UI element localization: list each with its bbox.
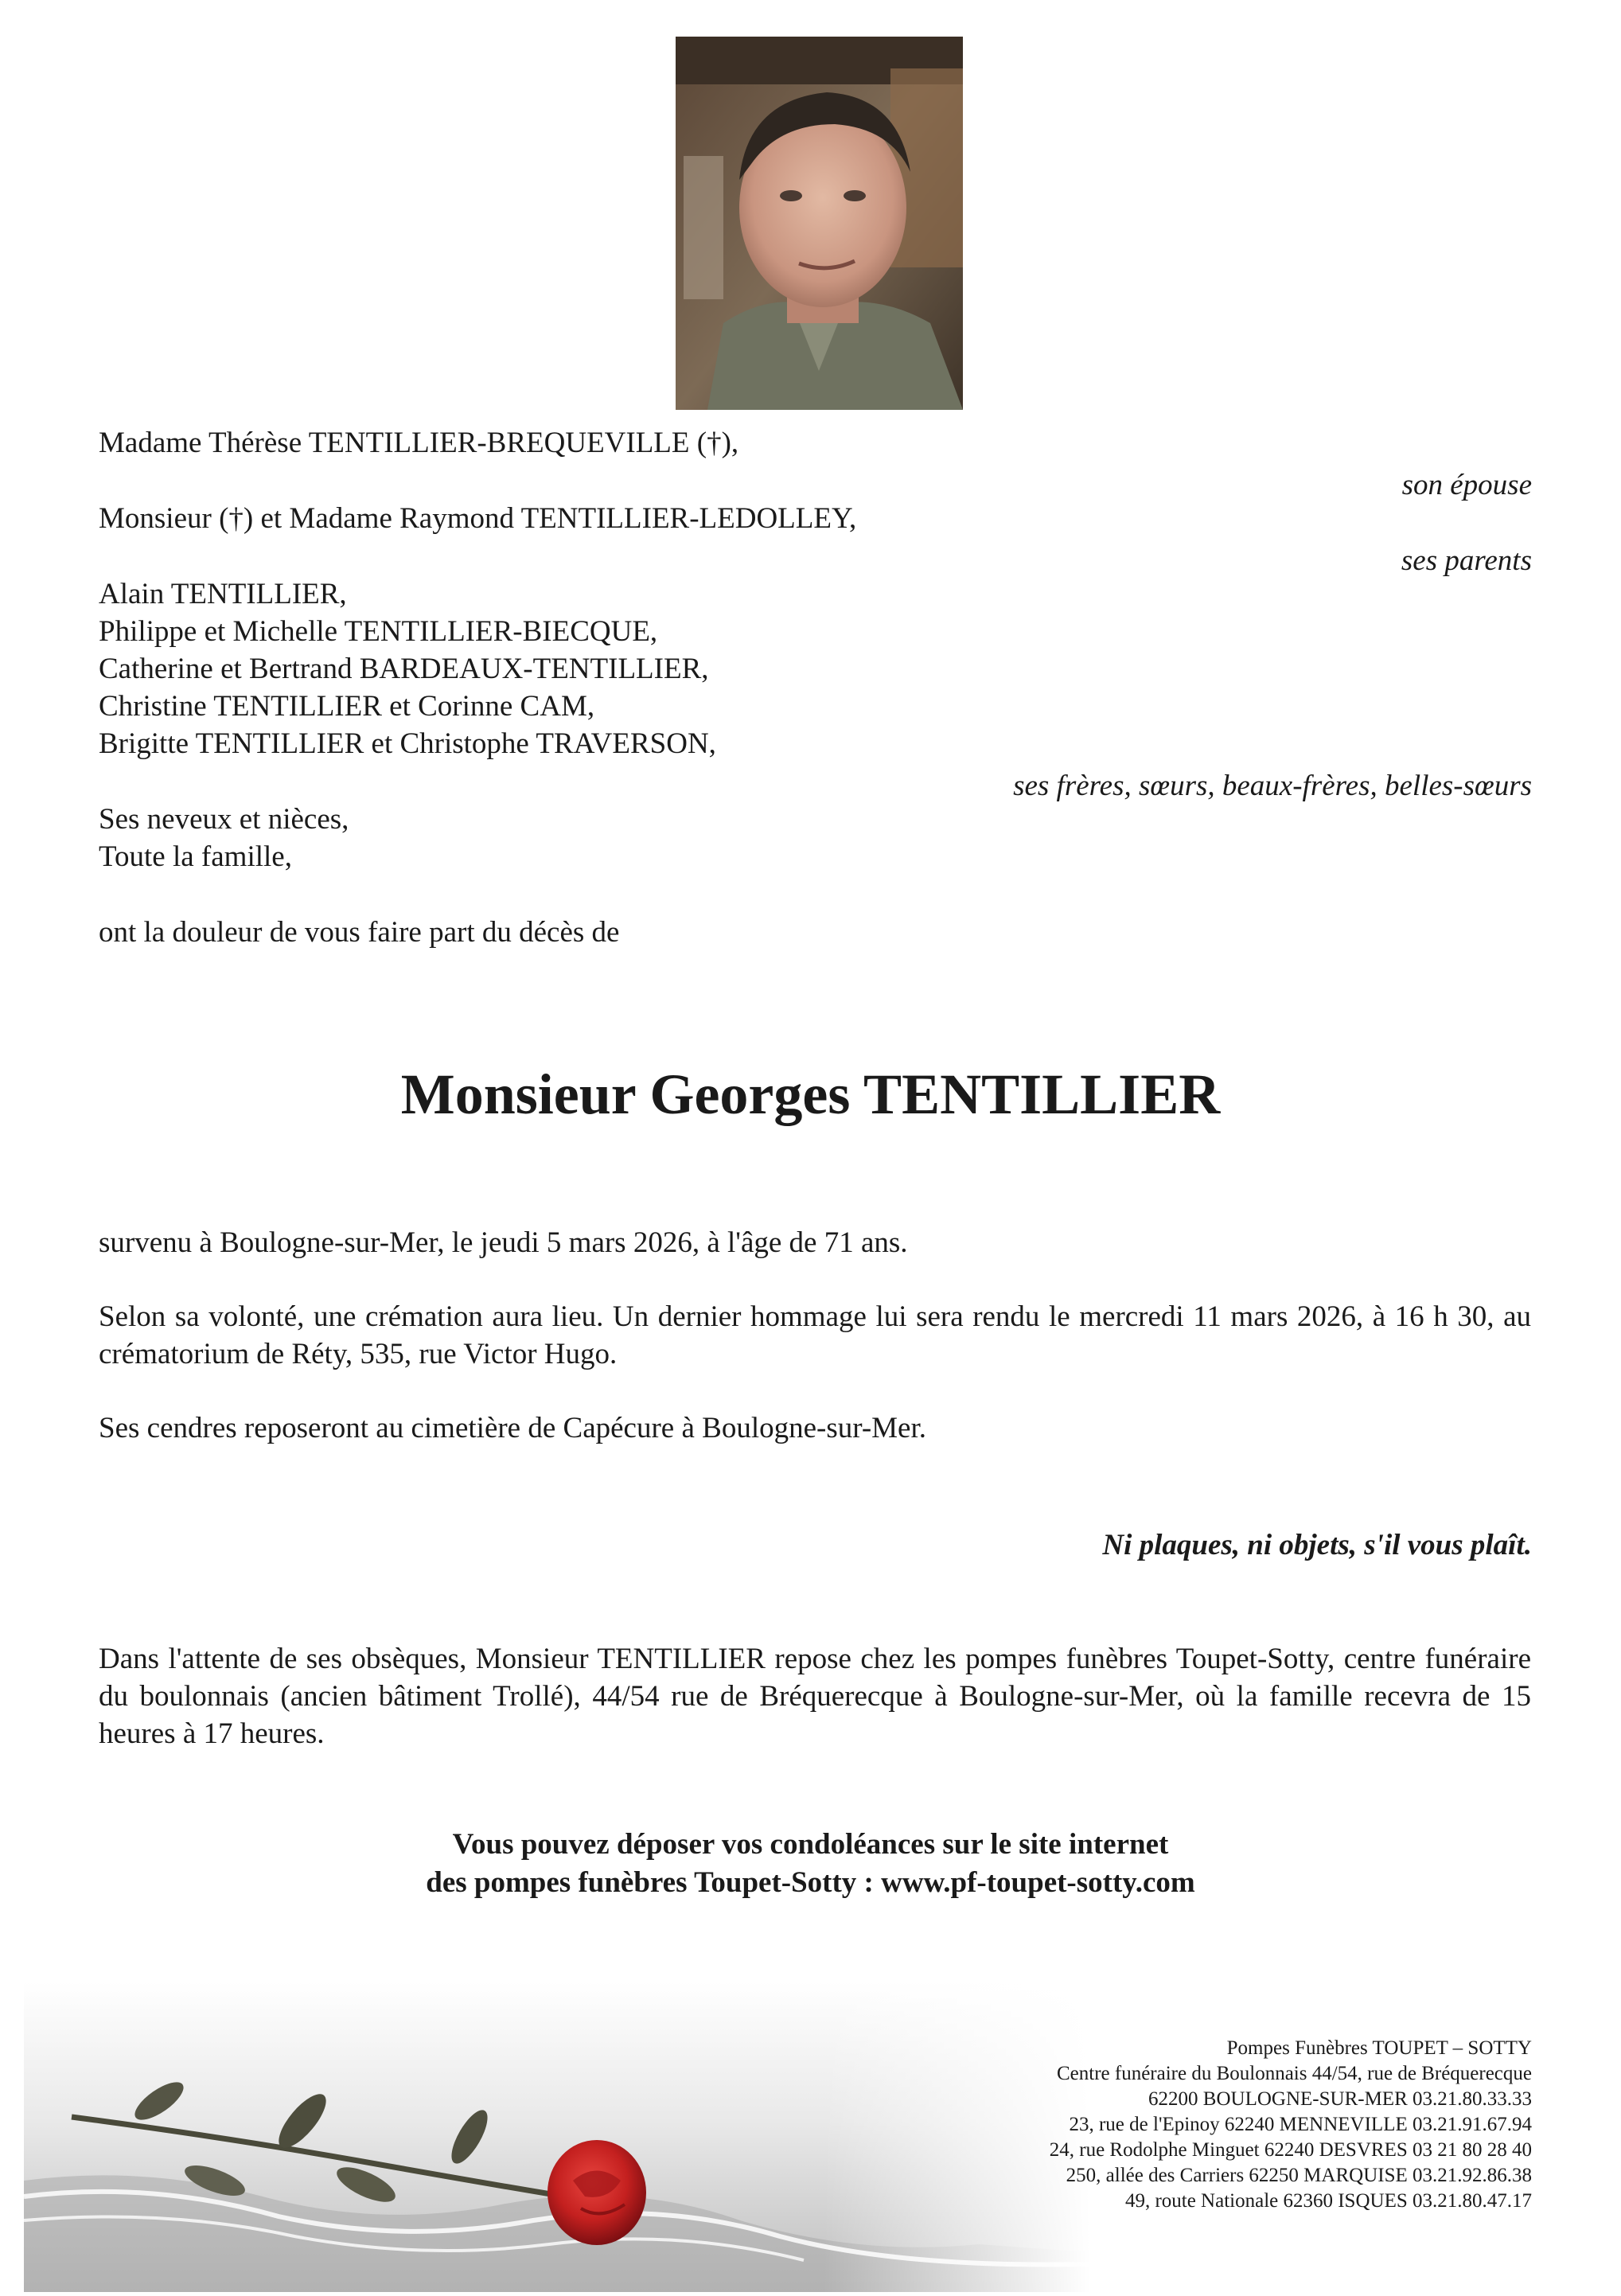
family-line-6: Christine TENTILLIER et Corinne CAM, (99, 690, 595, 723)
agency-line-5: 24, rue Rodolphe Minguet 62240 DESVRES 03 21 80 28 40 (1049, 2139, 1532, 2161)
ashes-details: Ses cendres reposeront au cimetière de Capécure à Boulogne-sur-Mer. (99, 1412, 926, 1444)
relation-siblings: ses frères, sœurs, beaux-frères, belles-sœurs (1013, 770, 1532, 802)
agency-line-4: 23, rue de l'Epinoy 62240 MENNEVILLE 03.21.91.67.94 (1069, 2114, 1532, 2135)
rose-on-beach-image (24, 1982, 1090, 2292)
family-line-8: Ses neveux et nièces, (99, 803, 349, 836)
relation-parents: ses parents (1401, 544, 1532, 577)
condolences-line-1: Vous pouvez déposer vos condoléances sur le site internet (452, 1828, 1169, 1861)
agency-line-2: Centre funéraire du Boulonnais 44/54, rue de Bréquerecque (1056, 2063, 1532, 2084)
family-line-2: Monsieur (†) et Madame Raymond TENTILLIER-LEDOLLEY, (99, 502, 857, 535)
relation-spouse: son épouse (1401, 469, 1532, 501)
portrait-photo (676, 37, 963, 410)
family-line-1: Madame Thérèse TENTILLIER-BREQUEVILLE (†), (99, 427, 739, 459)
family-line-7: Brigitte TENTILLIER et Christophe TRAVERSON, (99, 727, 716, 760)
family-line-4: Philippe et Michelle TENTILLIER-BIECQUE, (99, 615, 658, 648)
announcement-text: ont la douleur de vous faire part du décès de (99, 916, 620, 949)
funeral-agency-info (1050, 2036, 1532, 2214)
family-line-3: Alain TENTILLIER, (99, 578, 347, 610)
deceased-name: Monsieur Georges TENTILLIER (400, 1062, 1221, 1126)
ceremony-details: Selon sa volonté, une crémation aura lieu. Un dernier hommage lui sera rendu le mercredi 11 mars 2026, à 16 h 30, au crématorium de Réty, 535, rue Victor Hugo. (99, 1300, 1531, 1370)
rest-place-details: Dans l'attente de ses obsèques, Monsieur TENTILLIER repose chez les pompes funèbres Toupet-Sotty, centre funéraire du boulonnais (ancien bâtiment Trollé), 44/54 rue de Bréquerecque à Boulogne-sur-Mer, où la famille recevra de 15 heures à 17 heures. (99, 1643, 1531, 1750)
no-flowers-notice: Ni plaques, ni objets, s'il vous plaît. (1102, 1529, 1532, 1561)
death-details: survenu à Boulogne-sur-Mer, le jeudi 5 mars 2026, à l'âge de 71 ans. (99, 1226, 908, 1259)
family-line-9: Toute la famille, (99, 840, 292, 873)
portrait-image (676, 37, 963, 410)
condolences-line-2: des pompes funèbres Toupet-Sotty : www.pf-toupet-sotty.com (426, 1866, 1195, 1899)
agency-line-6: 250, allée des Carriers 62250 MARQUISE 03.21.92.86.38 (1066, 2165, 1532, 2186)
family-line-5: Catherine et Bertrand BARDEAUX-TENTILLIER, (99, 653, 709, 685)
agency-line-3: 62200 BOULOGNE-SUR-MER 03.21.80.33.33 (1148, 2088, 1532, 2110)
agency-name: Pompes Funèbres TOUPET – SOTTY (1226, 2037, 1532, 2059)
agency-line-7: 49, route Nationale 62360 ISQUES 03.21.80.47.17 (1124, 2190, 1532, 2212)
